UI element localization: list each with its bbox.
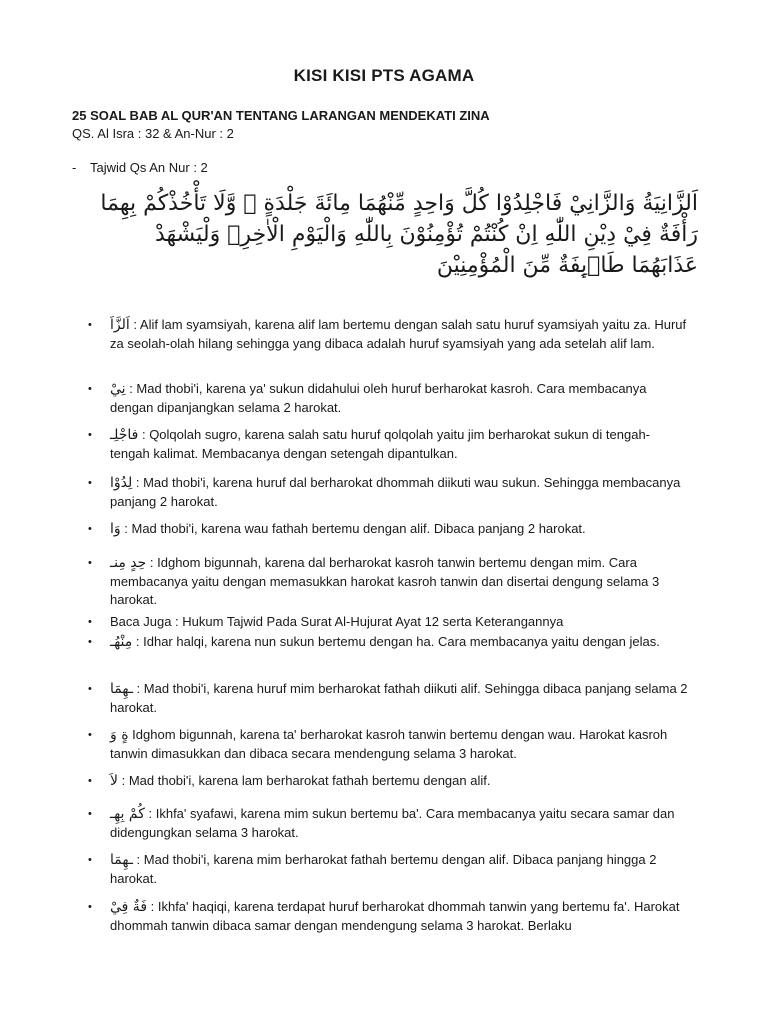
- section-dash: -: [72, 160, 77, 175]
- list-item: [88, 772, 688, 791]
- item-text: : Ikhfa' haqiqi, karena terdapat huruf berharokat dhommah tanwin yang bertemu fa'. Harokat dhommah tanwin dibaca samar dengan mendengung selama 3 harokat. Berlaku: [110, 899, 680, 933]
- list-item: [88, 380, 688, 417]
- bullet: •: [88, 808, 92, 820]
- arabic-verse: اَلزَّانِيَةُ وَالزَّانِيْ فَاجْلِدُوْا كُلَّ وَاحِدٍ مِّنْهُمَا مِائَةَ جَلْدَةٍ ۖ وَّلَا تَأْخُذْكُمْ بِهِمَا رَأْفَةٌ فِيْ دِيْنِ اللّٰهِ اِنْ كُنْتُمْ تُؤْمِنُوْنَ بِاللّٰهِ وَالْيَوْمِ الْاٰخِرِۚ وَلْيَشْهَدْ عَذَابَهُمَا طَاۤىِٕفَةٌ مِّنَ الْمُؤْمِنِيْنَ: [100, 191, 698, 278]
- item-text: : Idhar halqi, karena nun sukun bertemu dengan ha. Cara membacanya yaitu dengan jelas.: [132, 634, 660, 649]
- arabic-fragment: لاَ: [110, 773, 118, 789]
- list-item: [88, 680, 688, 717]
- arabic-fragment: مِنْهُـ: [110, 634, 133, 650]
- bullet: •: [88, 616, 92, 628]
- bullet: •: [88, 636, 92, 648]
- bullet: •: [88, 557, 92, 569]
- item-text: : Mad thobi'i, karena ya' sukun didahului oleh huruf berharokat kasroh. Cara membacanya dengan dipanjangkan selama 2 harokat.: [110, 381, 647, 415]
- arabic-fragment: نِيْ: [110, 381, 126, 397]
- item-text: : Qolqolah sugro, karena salah satu huruf qolqolah yaitu jim berharokat sukun di tengah-tengah kalimat. Membacanya dengan setengah dipantulkan.: [110, 427, 651, 461]
- bullet: •: [88, 477, 92, 489]
- verse-source: QS. Al Isra : 32 & An-Nur : 2: [72, 126, 234, 141]
- bullet: •: [88, 775, 92, 787]
- bullet: •: [88, 683, 92, 695]
- arabic-fragment: لِدُوْا: [110, 475, 133, 491]
- list-item: [88, 426, 688, 463]
- baca-juga-link[interactable]: Baca Juga : Hukum Tajwid Pada Surat Al-Hujurat Ayat 12 serta Keterangannya: [110, 614, 564, 629]
- list-item: [88, 633, 688, 652]
- item-text: : Ikhfa' syafawi, karena mim sukun bertemu ba'. Cara membacanya yaitu secara samar dan didengungkan selama 3 harokat.: [110, 806, 675, 840]
- bullet: •: [88, 901, 92, 913]
- list-item: [88, 316, 688, 353]
- list-item: [88, 613, 688, 632]
- arabic-fragment: ـهِمَا: [110, 852, 133, 868]
- item-text: : Mad thobi'i, karena wau fathah bertemu dengan alif. Dibaca panjang 2 harokat.: [120, 521, 586, 536]
- item-text: Idghom bigunnah, karena ta' berharokat kasroh tanwin bertemu dengan wau. Harokat kasroh tanwin dimasukkan dan dibaca secara mendengung selama 3 harokat.: [110, 727, 668, 761]
- arabic-fragment: اَلزَّاَ: [110, 317, 130, 333]
- list-item: [88, 898, 688, 935]
- list-item: [88, 554, 688, 610]
- bullet: •: [88, 383, 92, 395]
- item-text: : Idghom bigunnah, karena dal berharokat kasroh tanwin bertemu dengan mim. Cara membacanya yaitu dengan memasukkan harokat kasroh tanwin dan disertai dengung selama 3 harokat.: [110, 555, 660, 607]
- bullet: •: [88, 854, 92, 866]
- item-text: : Mad thobi'i, karena huruf dal berharokat dhommah diikuti wau sukun. Sehingga membacanya panjang 2 harokat.: [110, 475, 681, 509]
- item-text: : Mad thobi'i, karena lam berharokat fathah bertemu dengan alif.: [117, 773, 491, 788]
- document-title: KISI KISI PTS AGAMA: [293, 66, 475, 85]
- arabic-fragment: وَا: [110, 521, 121, 537]
- bullet: •: [88, 429, 92, 441]
- arabic-fragment: حِدٍ مِنـ: [110, 555, 147, 571]
- arabic-fragment: فَةٌ فِيْ: [110, 899, 148, 915]
- bullet: •: [88, 319, 92, 331]
- item-text: : Mad thobi'i, karena mim berharokat fathah bertemu dengan alif. Dibaca panjang hingga 2 harokat.: [110, 852, 657, 886]
- list-item: [88, 520, 688, 539]
- arabic-fragment: ـهِمَا: [110, 681, 133, 697]
- arabic-fragment: فاجْلِـ: [110, 427, 139, 443]
- item-text: : Mad thobi'i, karena huruf mim berharokat fathah diikuti alif. Sehingga dibaca panjang selama 2 harokat.: [110, 681, 688, 715]
- section-label: Tajwid Qs An Nur : 2: [90, 160, 208, 175]
- bullet: •: [88, 523, 92, 535]
- list-item: [88, 726, 688, 763]
- item-text: : Alif lam syamsiyah, karena alif lam bertemu dengan salah satu huruf syamsiyah yaitu za. Huruf za seolah-olah hilang sehingga yang dibaca adalah huruf syamsiyah yang ada setelah alif lam.: [110, 317, 687, 351]
- arabic-fragment: ةٍ وَ: [110, 727, 129, 743]
- arabic-fragment: كُمْ بِهِـ: [110, 806, 145, 822]
- list-item: [88, 851, 688, 888]
- bullet: •: [88, 729, 92, 741]
- section-heading: [72, 160, 208, 175]
- list-item: [88, 474, 688, 511]
- list-item: [88, 805, 688, 842]
- document-subtitle: 25 SOAL BAB AL QUR'AN TENTANG LARANGAN MENDEKATI ZINA: [72, 108, 490, 123]
